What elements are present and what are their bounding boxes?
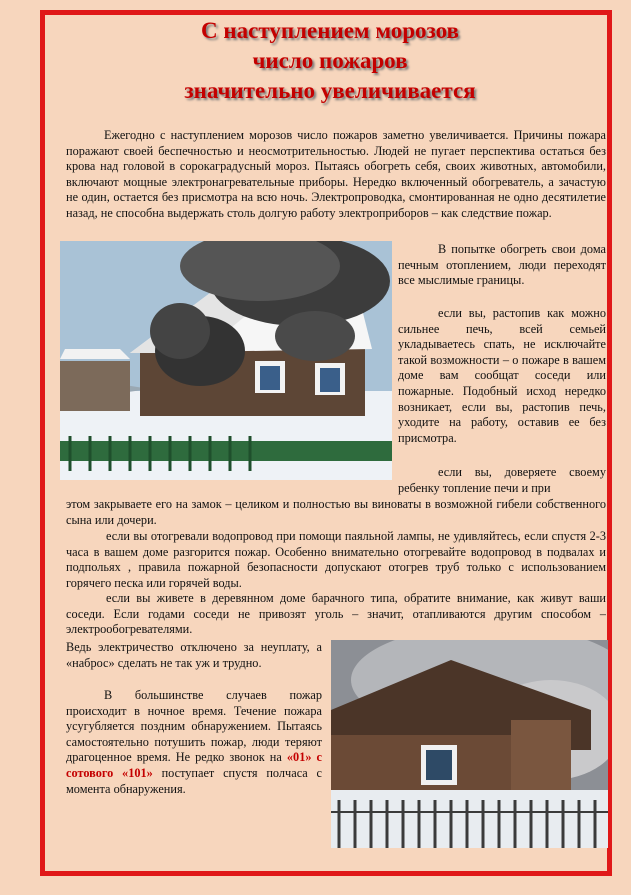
paragraph-electricity: Ведь электричество отключено за неуплату, а «наброс» сделать не так уж и трудно. <box>66 640 322 670</box>
night-fires-text-end: поступает спустя полчаса с момента обнаружения. <box>66 765 322 796</box>
photo-house-smoke <box>331 640 608 848</box>
title-line-1: С наступлением морозов <box>201 18 459 43</box>
paragraph-stove-heating: В попытке обогреть свои дома печным отоплением, люди переходят все мыслимые границы. <box>398 242 606 288</box>
title-line-3: значительно увеличивается <box>184 78 476 103</box>
paragraph-blowtorch: если вы отогревали водопровод при помощи паяльной лампы, не удивляйтесь, если спустя 2-3 часа в вашем доме разгорится пожар. Особенно внимательно отогревайте водопровод в подвалах и подпольях , правила пожарной безопасности допускают отогрев труб только с использованием горячего песка или горячей воды. <box>66 529 606 590</box>
paragraph-child-start: если вы, доверяете своему ребенку топление печи и при <box>398 465 606 495</box>
paragraph-child-end: этом закрываете его на замок – целиком и полностью вы виноваты в возможной гибели собственного сына или дочери. <box>66 497 606 527</box>
page-title <box>60 16 600 106</box>
photo-burning-house <box>60 241 392 480</box>
title-line-2: число пожаров <box>252 48 408 73</box>
night-fires-text: В большинстве случаев пожар происходит в ночное время. Течение пожара усугубляется поздним обнаружением. Пытаясь самостоятельно потушить пожар, люди теряют драгоценное время. Не редко звонок на <box>66 688 322 765</box>
paragraph-intro: Ежегодно с наступлением морозов число пожаров заметно увеличивается. Причины пожара поражают своей беспечностью и неосмотрительностью. Людей не пугает перспектива остаться без крова над головой в сорокаградусный мороз. Пытаясь обогреть себя, своих животных, автомобили, включают мощные электронагревательные приборы. Нередко включенный обогреватель, а зачастую не один, остается без присмотра на всю ночь. Электропроводка, смонтированная не одно десятилетие назад, не способна выдержать столь долгую работу электроприборов – как следствие пожар. <box>66 128 606 220</box>
paragraph-barracks: если вы живете в деревянном доме барачного типа, обратите внимание, как живут ваши соседи. Если годами соседи не привозят уголь – значит, отапливаются другим способом – электрообогревателями. <box>66 591 606 637</box>
paragraph-night-fires <box>66 688 322 828</box>
emergency-numbers: «01» с сотового «101» <box>66 750 322 780</box>
paragraph-stove-night: если вы, растопив как можно сильнее печь, всей семьей укладываетесь спать, не исключайте такой возможности – о пожаре в вашем доме вам сообщат соседи или пожарные. Подобный исход нередко возникает, если вы, растопив печь, уходите на работу, оставив ее без присмотра. <box>398 306 606 445</box>
